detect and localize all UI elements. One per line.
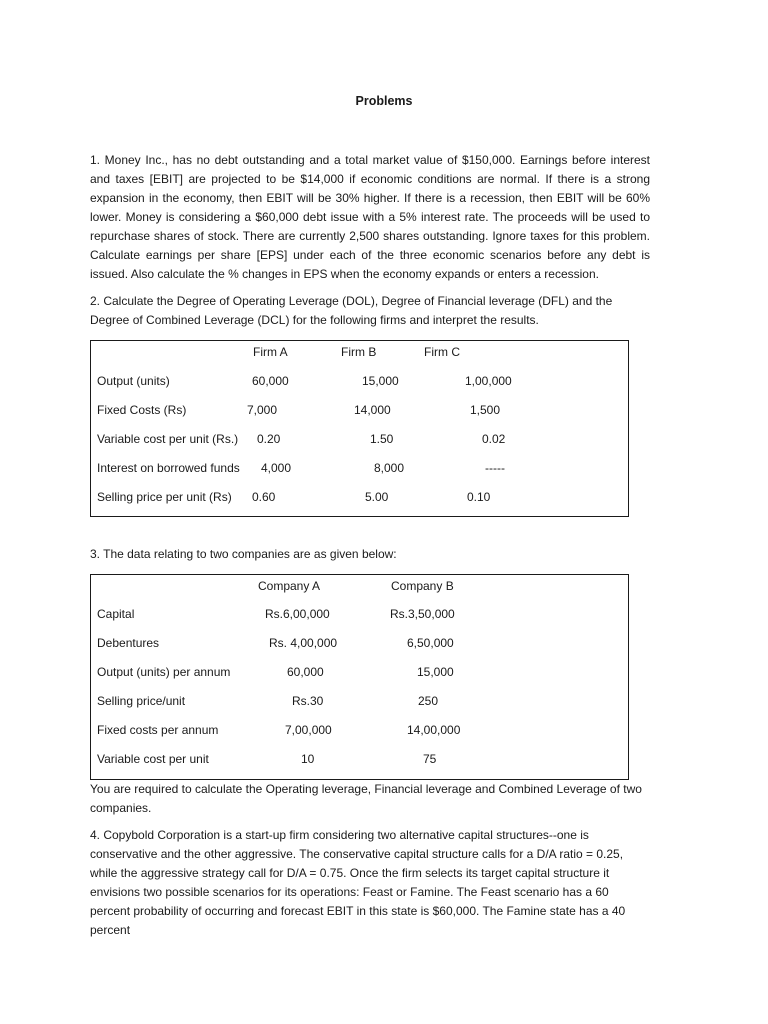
table-cell: Rs.3,50,000 bbox=[390, 607, 455, 621]
table-cell: 1,00,000 bbox=[465, 374, 512, 388]
table-row-label: Selling price/unit bbox=[97, 694, 186, 708]
table-cell: 14,000 bbox=[354, 403, 391, 417]
table-cell: 60,000 bbox=[287, 665, 324, 679]
table-row-label: Debentures bbox=[97, 636, 160, 650]
problem-2-text: 2. Calculate the Degree of Operating Leverage (DOL), Degree of Financial leverage (DFL) and the Degree of Combined Leverage (DCL) for the following firms and interpret the results. bbox=[90, 294, 613, 327]
table-cell: 8,000 bbox=[374, 461, 405, 475]
table-cell: Rs.30 bbox=[292, 694, 324, 708]
table-cell: 0.02 bbox=[482, 432, 506, 446]
table-header-firm-c: Firm C bbox=[424, 345, 460, 359]
problem-1-text: 1. Money Inc., has no debt outstanding and a total market value of $150,000. Earnings before interest and taxes [EBIT] are projected to be $14,000 if economic conditions are normal. If there is a strong expansion in the economy, then EBIT will be 30% higher. If there is a recession, then EBIT will be 60% lower. Money is considering a $60,000 debt issue with a 5% interest rate. The proceeds will be used to repurchase shares of stock. There are currently 2,500 shares outstanding. Ignore taxes for this problem. Calculate earnings per share [EPS] under each of the three economic scenarios before any debt is issued. Also calculate the % changes in EPS when the economy expands or enters a recession. bbox=[90, 153, 650, 281]
table-cell: 15,000 bbox=[417, 665, 454, 679]
table-header-firm-a: Firm A bbox=[253, 345, 288, 359]
table-header-company-a: Company A bbox=[258, 579, 321, 593]
table-cell: 1.50 bbox=[370, 432, 394, 446]
table-cell: ----- bbox=[485, 461, 505, 475]
problem-4-text: 4. Copybold Corporation is a start-up firm considering two alternative capital structures--one is conservative and the other aggressive. The conservative capital structure calls for a D/A ratio = 0.25, while the aggressive strategy call for D/A = 0.75. Once the firm selects its target capital structure it envisions two possible scenarios for its operations: Feast or Famine. The Feast scenario has a 60 percent probability of occurring and forecast EBIT in this state is $60,000. The Famine state has a 40 percent bbox=[90, 828, 626, 937]
table-row-label: Fixed costs per annum bbox=[97, 723, 219, 737]
problem-3-footer-text: You are required to calculate the Operating leverage, Financial leverage and Combined Leverage of two companies. bbox=[90, 782, 642, 815]
table-cell: 7,000 bbox=[247, 403, 278, 417]
table-cell: 7,00,000 bbox=[285, 723, 332, 737]
table-cell: Rs.6,00,000 bbox=[265, 607, 330, 621]
table-cell: 60,000 bbox=[252, 374, 289, 388]
table-row-label: Interest on borrowed funds bbox=[97, 461, 240, 475]
table-row-label: Output (units) per annum bbox=[97, 665, 231, 679]
table-cell: 4,000 bbox=[261, 461, 292, 475]
table-cell: 6,50,000 bbox=[407, 636, 454, 650]
page-title: Problems bbox=[355, 94, 413, 108]
firms-table bbox=[90, 340, 629, 517]
table-cell: Rs. 4,00,000 bbox=[269, 636, 338, 650]
table-row-label: Output (units) bbox=[97, 374, 170, 388]
table-cell: 250 bbox=[418, 694, 439, 708]
table-row-label: Fixed Costs (Rs) bbox=[97, 403, 187, 417]
table-header-firm-b: Firm B bbox=[341, 345, 377, 359]
table-cell: 75 bbox=[423, 752, 437, 766]
table-row-label: Capital bbox=[97, 607, 135, 621]
table-header-company-b: Company B bbox=[391, 579, 454, 593]
companies-table bbox=[90, 574, 629, 780]
problem-3-text: 3. The data relating to two companies are as given below: bbox=[90, 547, 397, 561]
table-cell: 5.00 bbox=[365, 490, 389, 504]
table-row-label: Variable cost per unit (Rs.) bbox=[97, 432, 239, 446]
table-cell: 0.60 bbox=[252, 490, 276, 504]
table-cell: 15,000 bbox=[362, 374, 399, 388]
table-cell: 10 bbox=[301, 752, 315, 766]
table-cell: 14,00,000 bbox=[407, 723, 461, 737]
table-row-label: Variable cost per unit bbox=[97, 752, 209, 766]
table-cell: 0.10 bbox=[467, 490, 491, 504]
table-cell: 0.20 bbox=[257, 432, 281, 446]
table-cell: 1,500 bbox=[470, 403, 501, 417]
table-row-label: Selling price per unit (Rs) bbox=[97, 490, 232, 504]
